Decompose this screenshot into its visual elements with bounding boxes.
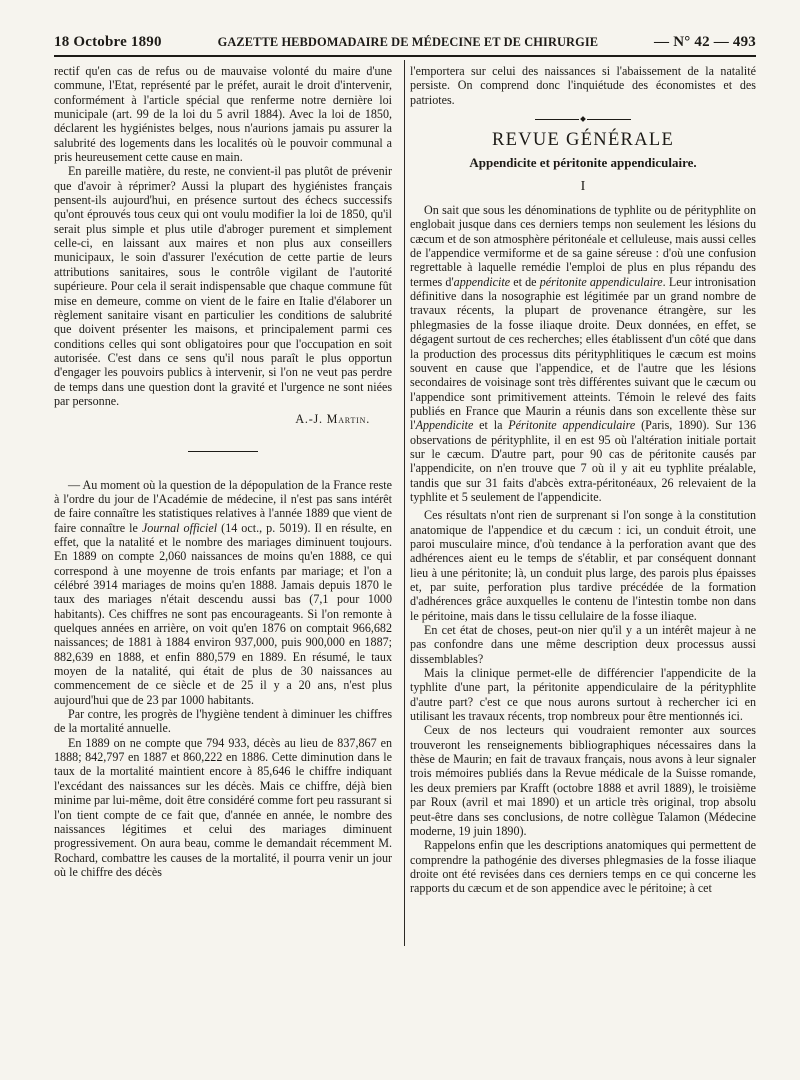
left-paragraph-2: En pareille matière, du reste, ne convient-il pas plutôt de prévenir que d'avoir à réprimer? Aussi la plupart des hygiénistes français pensent-ils aujourd'hui, en présence surtout des échecs successifs qu'ont éprouvés tous ceux qui ont voulu modifier la loi de 1850, qu'il serait plus simple et plus utile d'abroger purement et simplement celle-ci, en laissant aux maires et non plus aux conseillers municipaux, le soin d'assurer l'exécution de cette partie de leurs attributions sanitaires, sous le contrôle vigilant de l'autorité supérieure. Pour cela il serait indispensable que chaque commune fût mise en demeure, comme on vient de le faire en Italie d'élaborer un règlement sanitaire visant en particulier les conditions de salubrité que doivent présenter les maisons, et principalement parmi ces conditions celles qui sont obligatoires pour que l'occupation en soit autorisée. C'est dans ce sens qu'il nous paraît le plus opportun d'engager les pouvoirs publics à intervenir, si l'on ne veut pas perdre de temps dans une question dont la gravité et l'urgence ne sont niées par personne. — [54, 164, 393, 408]
right-paragraph-3: En cet état de choses, peut-on nier qu'il y a un intérêt majeur à ne pas confondre dans une même description deux processus aussi dissemblables? — [410, 623, 756, 666]
term-peritonite: péritonite appendiculaire — [539, 274, 663, 289]
right-paragraph-0: l'emportera sur celui des naissances si l'abaissement de la natalité persiste. On comprend donc l'inquiétude des économistes et des patriotes. — [410, 64, 756, 107]
ornament-divider — [410, 117, 756, 121]
article-title: Appendicite et péritonite appendiculaire. — [469, 155, 697, 171]
divider-line-left — [535, 119, 579, 120]
section-rule — [188, 451, 258, 452]
column-divider — [404, 60, 405, 946]
left-paragraph-5: En 1889 on ne compte que 794 933, décès au lieu de 837,867 en 1888; 842,797 en 1887 et 860,222 en 1886. Cette diminution dans le taux de la mortalité maintient encore à 85,646 le chiffre indiquant l'excédant des naissances sur les décès. Mais ce chiffre, déjà bien minime par lui-même, doit être considéré comme fort peu rassurant si l'on tient compte de ce fait que, d'année en année, le nombre des naissances légitimes et celui des mariages diminuent progressivement. On aura beau, comme le demandait récemment M. Rochard, combattre les causes de la mortalité, il pourra venir un jour où le chiffre des décès — [54, 735, 393, 879]
left-paragraph-4: Par contre, les progrès de l'hygiène tendent à diminuer les chiffres de la mortalité annuelle. — [54, 707, 393, 736]
right-paragraph-1 — [410, 203, 756, 504]
chapter-number: I — [580, 178, 586, 194]
right-paragraph-5: Ceux de nos lecteurs qui voudraient remonter aux sources trouveront les renseignements bibliographiques nécessaires dans la thèse de Maurin; en fait de travaux français, nous avons à leur signaler trois mémoires publiés dans la Revue médicale de la Suisse romande, les deux premiers par Krafft (octobre 1888 et avril 1889), le troisième par Roux (avril et mai 1890) et un article très original, trop absolu peut-être dans ses conclusions, de notre collègue Talamon (Médecine moderne, 19 juin 1890). — [410, 723, 756, 838]
divider-line-right — [587, 119, 631, 120]
thesis-title-2: Péritonite appendiculaire — [508, 418, 636, 433]
right-paragraph-1-c: (Paris, 1890). Sur 136 observations de pérityphlite, il en est 95 où l'altération initiale portait sur le cæcum. D'autre part, pour 90 cas de péritonite causés par l'appendicite, on n'en trouve que 7 où il y ait eu typhlite préalable, tandis que sur 31 faits d'abcès extra-péritonéaux, 26 relevaient de la typhlite et 5 seulement de l'appendicite. — [410, 418, 757, 504]
right-paragraph-6: Rappelons enfin que les descriptions anatomiques qui permettent de comprendre la pathogénie des diverses phlegmasies de la fosse iliaque droite ont été revisées dans ces derniers temps en ce qui concerne les rapports du cæcum et de son appendice avec le péritoine; à cet — [410, 838, 756, 896]
issue-date: 18 Octobre 1890 — [54, 34, 162, 50]
issue-page-number: — N° 42 — 493 — [654, 34, 756, 50]
right-column — [401, 64, 756, 896]
left-column — [54, 64, 401, 896]
section-title: REVUE GÉNÉRALE — [491, 130, 675, 151]
left-paragraph-3-rest: (14 oct., p. 5019). Il en résulte, en effet, que la natalité et le nombre des mariages diminuent toujours. En 1889 on compte 2,060 naissances de moins qu'en 1888, ce qui correspond à une moyenne de trois enfants par mariage; et l'on a célébré 3914 mariages de moins qu'en 1888. Jamais depuis 1870 le taux des mariages n'était descendu aussi bas (7,1 pour 1000 habitants). Ces chiffres ne sont pas encourageants. Si l'on remonte à quelques années en arrière, on voit qu'en 1876 on comptait 966,682 naissances; de 1881 à 1884 environ 937,000, puis 900,000 en 1887; 882,639 en 1888, et enfin 880,579 en 1889. En résumé, le taux moyen de la natalité, qui était de plus de 30 naissances au commencement de ce siècle et de 25 il y a 20 ans, n'est plus aujourd'hui que de 23 par 1000 habitants. — [54, 520, 393, 707]
left-paragraph-3 — [54, 478, 392, 708]
left-paragraph-1: rectif qu'en cas de refus ou de mauvaise volonté du maire d'une commune, l'Etat, représenté par le préfet, aurait le droit d'intervenir, conformément à l'article spécial que renferme notre dernière loi municipale (art. 99 de la loi du 5 avril 1884). Avec la loi de 1850, déclarent les hygiénistes belges, nous n'aurions jamais pu assurer la salubrité des logements dans les localités où le pouvoir communal a pris heureusement cette cause en main. — [54, 64, 393, 165]
divider-diamond — [580, 116, 586, 122]
term-appendicite: appendicite — [453, 274, 511, 289]
right-paragraph-4: Mais la clinique permet-elle de différencier l'appendicite de la typhlite d'une part, la péritonite appendiculaire de la pérityphlite d'autre part? c'est ce que nous aurons surtout à rechercher ici en utilisant les travaux récents, trop nombreux pour être mentionnés ici. — [410, 666, 756, 724]
thesis-title-and: et la — [473, 418, 509, 433]
article-columns — [54, 64, 756, 896]
journal-officiel-ref: Journal officiel — [141, 520, 218, 535]
right-paragraph-1-a: On sait que sous les dénominations de typhlite ou de pérityphlite on englobait jusque dans ces derniers temps non seulement les lésions du cæcum et de son atmosphère péritonéale et celluleuse, mais aussi celles de l'appendice vermiforme et de sa gaine séreuse : d'où une confusion regrettable à laquelle remédie l'emploi de plus en plus répandu des termes d' — [410, 203, 756, 289]
running-head — [54, 34, 756, 57]
thesis-title-1: Appendicite — [415, 418, 474, 433]
left-paragraph-3-start: — Au moment où la question de la dépopulation de la France reste à l'ordre du jour de l'Académie de médecine, il n'est pas sans intérêt de faire connaître les statistiques relatives à l'année 1889 que vient de faire connaître le — [54, 477, 393, 535]
right-paragraph-2: Ces résultats n'ont rien de surprenant si l'on songe à la constitution anatomique de l'appendice et du cæcum : ici, un conduit étroit, une paroi musculaire mince, d'où tendance à la perforation avant que des adhérences aient eu le temps de s'établir, et par conséquent donnant lieu à une péritonite; là, un conduit plus large, des parois plus épaisses et, par suite, perforation plus tardive précédée de la formation d'adhérences grâce auxquelles le contenu de l'intestin tombe non dans le péritoine, mais dans le tissu cellulaire de la fosse iliaque. — [410, 508, 756, 623]
right-paragraph-1-and: et de — [510, 274, 540, 289]
journal-title: GAZETTE HEBDOMADAIRE DE MÉDECINE ET DE CHIRURGIE — [217, 35, 599, 49]
right-paragraph-1-b: . Leur intronisation définitive dans la nosographie est légitimée par un grand nombre de travaux récents, la plupart de provenance étrangère, sur les phlegmasies de la fosse iliaque droite. Deux données, en effet, se dégagent surtout de ces recherches; elles établissent d'un côté que dans la production des processus dits pérityphlitiques le cæcum est moins souvent en cause que l'appendice, et de l'autre que les lésions secondaires de voisinage sont très différentes suivant que le cæcum ou l'appendice sont primitivement atteints. Témoin le relevé des faits publiés en France que Maurin a réunis dans son excellente thèse sur l' — [410, 274, 756, 433]
author-signature: A.-J. Martin. — [295, 412, 371, 427]
